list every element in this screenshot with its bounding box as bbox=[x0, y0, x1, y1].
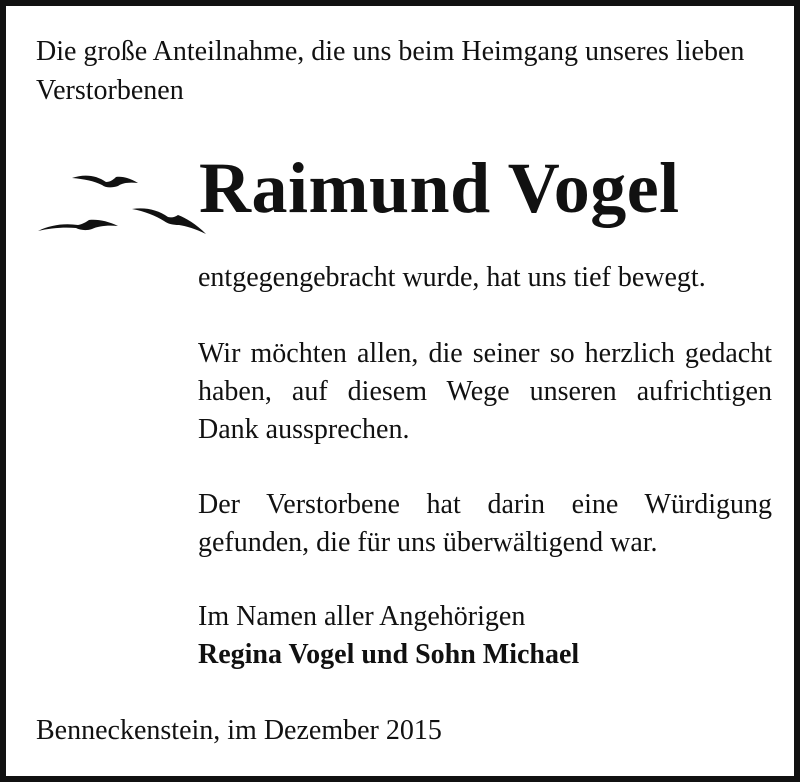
tribute-paragraph: Der Verstorbene hat darin eine Würdigung gefunden, die für uns überwältigend war. bbox=[198, 489, 772, 558]
place-date: Benneckenstein, im Dezember 2015 bbox=[36, 715, 442, 746]
intro-text: Die große Anteilnahme, die uns beim Heimgang unseres lieben Verstorbenen bbox=[36, 36, 745, 106]
signers-text: Regina Vogel und Sohn Michael bbox=[198, 639, 580, 670]
acknowledgement-line: entgegengebracht wurde, hat uns tief bewegt. bbox=[198, 262, 706, 293]
closing-text: Im Namen aller Angehörigen bbox=[198, 601, 526, 632]
signature-block bbox=[198, 598, 772, 674]
flying-birds-icon bbox=[34, 164, 219, 249]
deceased-name: Raimund Vogel bbox=[199, 148, 680, 228]
thanks-paragraph: Wir möchten allen, die seiner so herzlich gedacht haben, auf diesem Wege unseren aufrichtigen Dank aussprechen. bbox=[198, 338, 772, 445]
